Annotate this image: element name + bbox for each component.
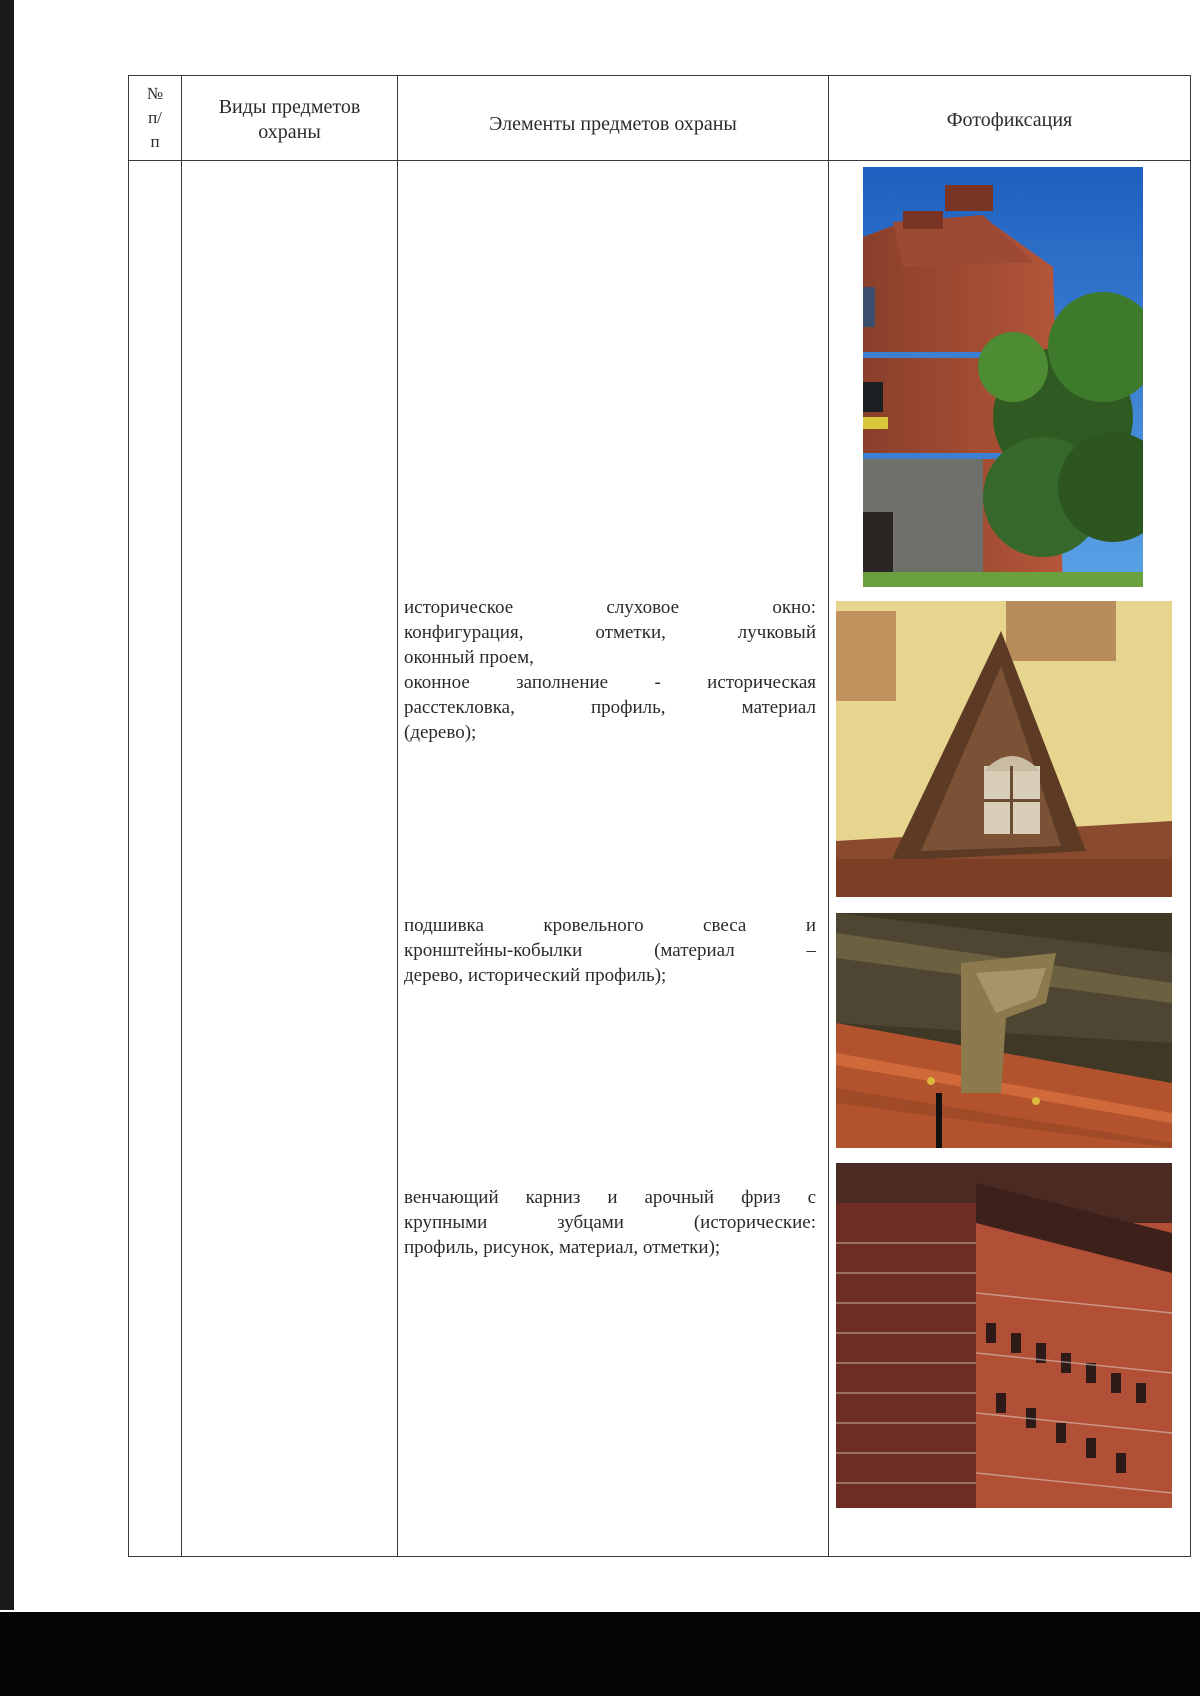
table-left-border <box>128 75 129 1557</box>
scan-left-edge <box>0 0 14 1610</box>
header-types-line: охраны <box>258 121 321 143</box>
table-bottom-border <box>128 1556 1191 1557</box>
header-protection-types <box>182 95 397 145</box>
text-line: крупными зубцами (исторические: <box>404 1212 816 1233</box>
header-number-line: п <box>150 132 160 151</box>
table-top-border <box>128 75 1191 76</box>
header-number-line: № <box>146 84 164 103</box>
col-divider-1 <box>181 75 182 1557</box>
text-line: расстекловка, профиль, материал <box>404 697 816 718</box>
eave-bracket-photo <box>836 913 1172 1148</box>
table-header-divider <box>128 160 1191 161</box>
text-line: дерево, исторический профиль); <box>404 965 667 986</box>
text-line: профиль, рисунок, материал, отметки); <box>404 1237 721 1258</box>
text-line: подшивка кровельного свеса и <box>404 915 816 936</box>
header-number-line: п/ <box>148 108 162 127</box>
text-line: кронштейны-кобылки (материал – <box>404 940 816 961</box>
element-description-eave <box>404 913 816 988</box>
element-description-dormer <box>404 595 816 745</box>
text-line: оконное заполнение - историческая <box>404 672 816 693</box>
dormer-window-photo <box>836 601 1172 897</box>
text-line: оконный проем, <box>404 647 534 668</box>
text-line: историческое слуховое окно: <box>404 597 816 618</box>
col-divider-3 <box>828 75 829 1557</box>
header-protection-elements: Элементы предметов охраны <box>489 113 737 135</box>
cornice-frieze-photo <box>836 1163 1172 1508</box>
text-line: (дерево); <box>404 722 477 743</box>
header-photo-fixation: Фотофиксация <box>946 109 1073 131</box>
element-description-cornice <box>404 1185 816 1260</box>
text-line: венчающий карниз и арочный фриз с <box>404 1187 816 1208</box>
text-line: конфигурация, отметки, лучковый <box>404 622 816 643</box>
col-divider-2 <box>397 75 398 1557</box>
tower-photo <box>863 167 1143 587</box>
scan-bottom-band <box>0 1612 1200 1696</box>
table-right-border <box>1190 75 1191 1557</box>
header-types-line: Виды предметов <box>218 96 361 118</box>
header-number <box>129 82 181 154</box>
